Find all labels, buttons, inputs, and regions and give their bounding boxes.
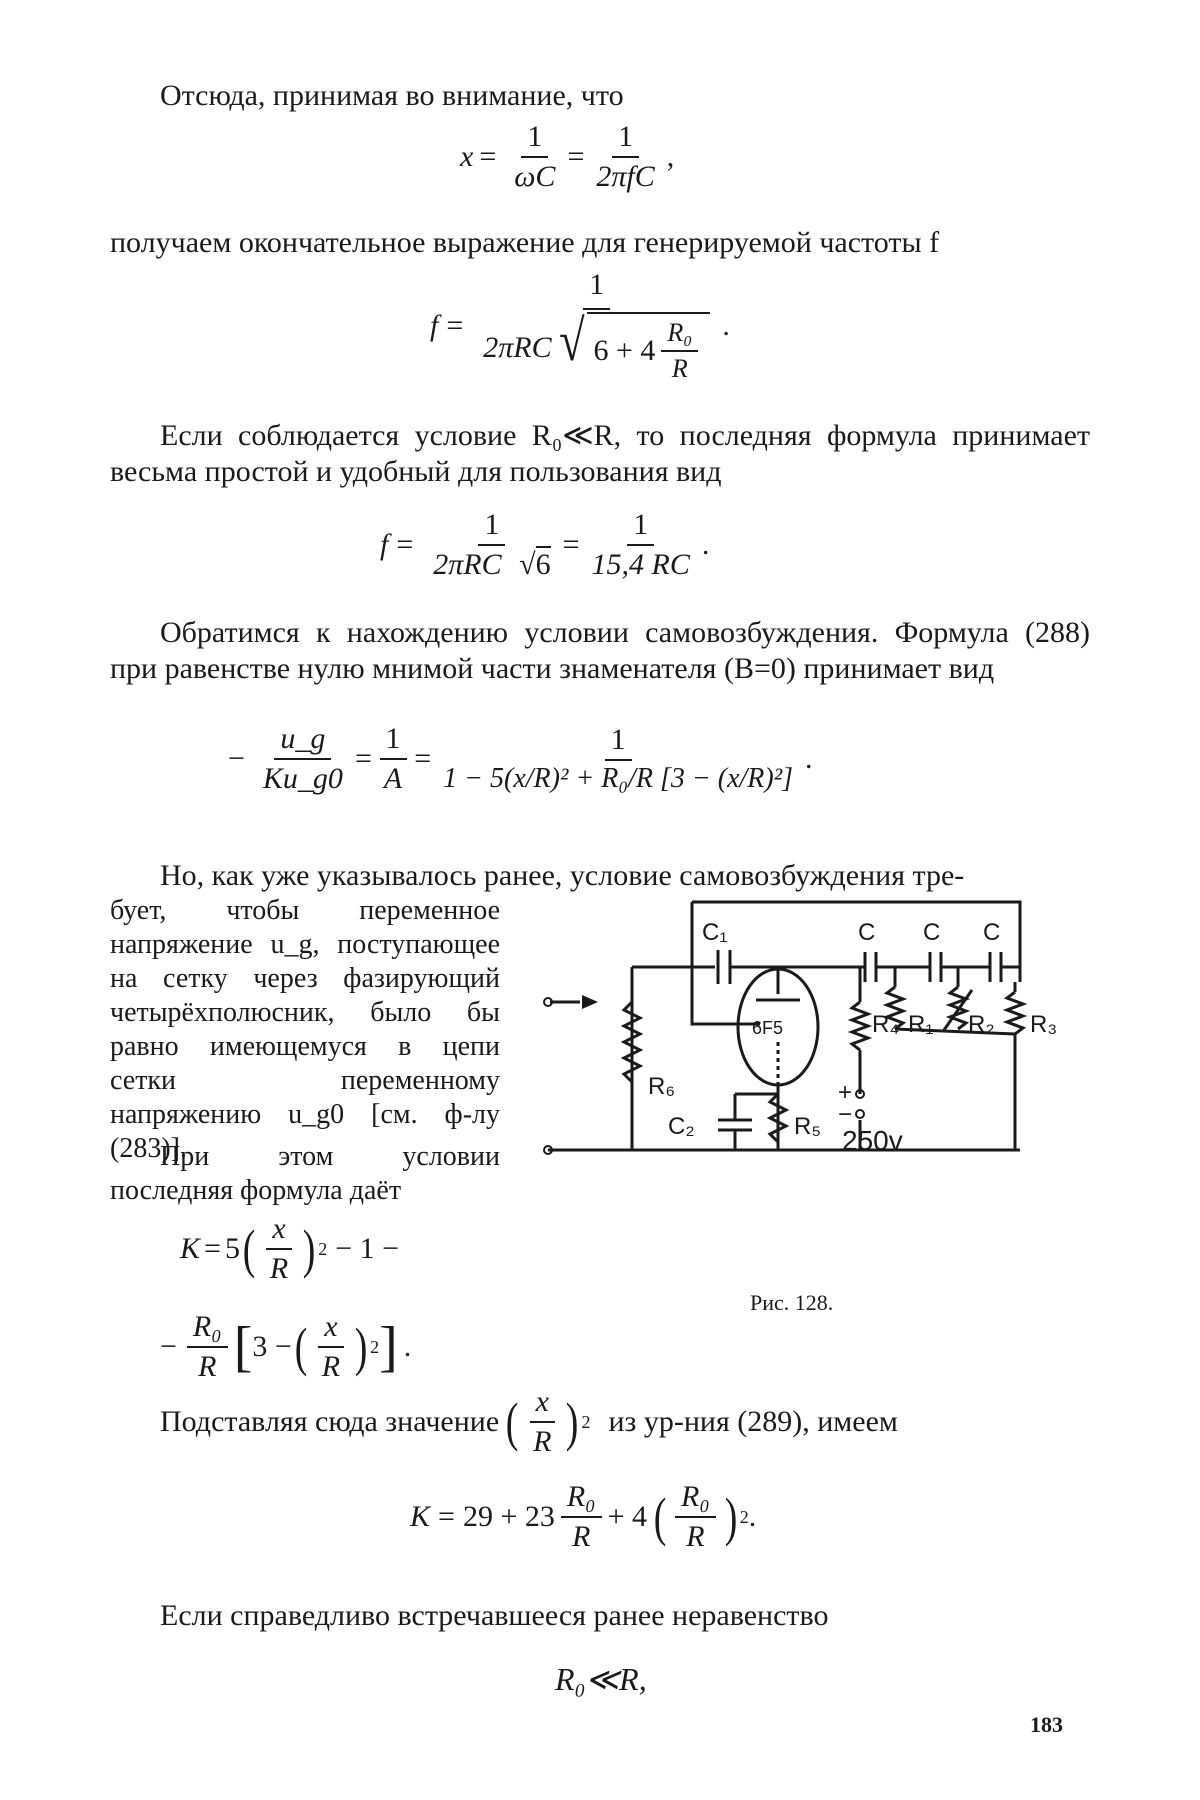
label-c-a: C bbox=[858, 919, 876, 946]
label-plus: + bbox=[838, 1079, 853, 1106]
formula-lhs: K bbox=[180, 1232, 201, 1265]
formula-lhs: K bbox=[410, 1500, 431, 1533]
fraction bbox=[508, 120, 561, 194]
denominator: R bbox=[533, 1425, 552, 1458]
equals-sign: = bbox=[479, 140, 497, 173]
formula-gain-line-2 bbox=[160, 1310, 411, 1384]
formula-gain-line-1 bbox=[180, 1212, 399, 1286]
denominator-prefix: 2πRC bbox=[433, 548, 502, 581]
label-r1: R₁ bbox=[908, 1011, 934, 1038]
paragraph-5-first-line: Но, как уже указывалось ранее, условие самовозбуждения тре- bbox=[160, 859, 965, 892]
denominator: R bbox=[198, 1350, 217, 1383]
punctuation: . bbox=[403, 1330, 412, 1363]
bracket-close: ] bbox=[379, 1316, 398, 1378]
denominator: Ku_g0 bbox=[262, 762, 343, 795]
denominator bbox=[477, 310, 716, 384]
paragraph-2: получаем окончательное выражение для генерируемой частоты f bbox=[110, 226, 940, 259]
numerator: R₀ bbox=[675, 1480, 716, 1518]
fraction bbox=[477, 268, 716, 384]
denominator: R bbox=[321, 1350, 341, 1383]
equals-sign: = bbox=[354, 742, 372, 775]
paren-open: ( bbox=[505, 1392, 519, 1452]
paren-close: ) bbox=[302, 1219, 316, 1279]
equals-sign: = bbox=[562, 528, 580, 561]
numerator: R₀ bbox=[661, 318, 698, 352]
circuit-diagram bbox=[520, 882, 1080, 1202]
formula-gain-final bbox=[410, 1480, 756, 1554]
fraction bbox=[586, 508, 696, 582]
punctuation: . bbox=[805, 742, 813, 775]
exponent: 2 bbox=[370, 1336, 380, 1357]
fraction bbox=[590, 120, 660, 194]
paragraph-7-end: из ур-ния (289), имеем bbox=[608, 1405, 898, 1438]
label-minus: − bbox=[838, 1101, 853, 1128]
exponent: 2 bbox=[318, 1238, 328, 1259]
fraction bbox=[264, 1212, 294, 1286]
formula-self-excitation bbox=[228, 722, 813, 796]
paragraph-6: При этом условии последняя формула даёт bbox=[110, 1141, 500, 1206]
punctuation: . bbox=[701, 528, 710, 561]
denominator bbox=[427, 546, 556, 582]
equals-sign: = bbox=[438, 1500, 455, 1533]
radical-sign: √ bbox=[519, 548, 536, 581]
equals-sign: = bbox=[446, 309, 464, 342]
numerator: R₀ bbox=[187, 1310, 228, 1348]
fraction bbox=[527, 1385, 557, 1459]
denominator: R bbox=[572, 1520, 591, 1553]
formula-inequality: R₀≪R, bbox=[555, 1661, 647, 1697]
label-tube: 6F5 bbox=[752, 1018, 784, 1038]
fraction bbox=[561, 1480, 602, 1554]
denominator: 2πfC bbox=[596, 160, 655, 193]
denominator: 1 − 5(x/R)² + R₀/R [3 − (x/R)²] bbox=[443, 763, 794, 794]
radicand bbox=[587, 312, 710, 384]
numerator: u_g bbox=[274, 722, 331, 760]
paren-close: ) bbox=[354, 1317, 368, 1377]
punctuation: . bbox=[748, 1500, 757, 1533]
fraction bbox=[437, 723, 799, 795]
radical-sign: √ bbox=[558, 308, 585, 373]
paren-open: ( bbox=[294, 1317, 308, 1377]
exponent: 2 bbox=[581, 1411, 591, 1432]
numerator: 1 bbox=[478, 508, 505, 546]
term: 3 − bbox=[252, 1330, 292, 1363]
numerator: x bbox=[266, 1212, 291, 1250]
numerator: 1 bbox=[612, 120, 639, 158]
label-r2: R₂ bbox=[968, 1011, 995, 1038]
radicand-term: 6 + 4 bbox=[593, 334, 656, 367]
term: 29 + 23 bbox=[462, 1500, 555, 1533]
minus-sign: − bbox=[160, 1330, 177, 1363]
label-c-b: C bbox=[923, 919, 941, 946]
numerator: 1 bbox=[583, 268, 610, 310]
formula-frequency-simplified bbox=[380, 508, 709, 582]
coefficient: 5 bbox=[224, 1232, 240, 1265]
fraction bbox=[661, 318, 698, 384]
denominator: A bbox=[383, 762, 403, 795]
label-c-c: C bbox=[983, 919, 1001, 946]
fraction bbox=[675, 1480, 716, 1554]
label-c1: C₁ bbox=[702, 919, 728, 946]
page-number: 183 bbox=[1030, 1712, 1063, 1737]
equals-sign: = bbox=[414, 742, 432, 775]
formula-tail: − 1 − bbox=[335, 1232, 400, 1265]
label-c2: C₂ bbox=[668, 1113, 695, 1140]
fraction bbox=[427, 508, 556, 582]
paragraph-4: Обратимся к нахождению условии самовозбуждения. Формула (288) при равенстве нулю мнимой части знаменателя (B=0) принимает вид bbox=[110, 616, 1090, 685]
exponent: 2 bbox=[739, 1506, 749, 1527]
fraction bbox=[378, 722, 408, 796]
formula-lhs: f bbox=[430, 309, 439, 342]
denominator-prefix: 2πRC bbox=[483, 331, 552, 364]
paren-open: ( bbox=[653, 1487, 667, 1547]
punctuation: , bbox=[666, 140, 675, 173]
term: + 4 bbox=[607, 1500, 648, 1533]
punctuation: . bbox=[722, 309, 730, 342]
bracket-open: [ bbox=[233, 1316, 253, 1378]
numerator: 1 bbox=[380, 722, 407, 760]
label-r6: R₆ bbox=[648, 1073, 676, 1100]
numerator: 1 bbox=[521, 120, 548, 158]
formula-lhs: x bbox=[460, 140, 474, 173]
denominator: 15,4 RC bbox=[591, 548, 690, 581]
label-r4: R₄ bbox=[872, 1011, 900, 1038]
equals-sign: = bbox=[396, 528, 414, 561]
fraction bbox=[187, 1310, 228, 1384]
formula-frequency bbox=[430, 268, 730, 384]
minus-sign: − bbox=[228, 742, 245, 775]
label-r3: R₃ bbox=[1030, 1011, 1058, 1038]
paragraph-1: Отсюда, принимая во внимание, что bbox=[160, 79, 624, 112]
equals-sign: = bbox=[204, 1232, 221, 1265]
radicand: 6 bbox=[535, 548, 551, 581]
label-voltage: 250v bbox=[842, 1125, 903, 1156]
paren-close: ) bbox=[566, 1392, 579, 1452]
fraction bbox=[257, 722, 349, 796]
denominator: R bbox=[269, 1252, 289, 1285]
paragraph-7 bbox=[160, 1385, 898, 1459]
figure-caption: Рис. 128. bbox=[750, 1290, 834, 1315]
label-r5: R₅ bbox=[794, 1113, 821, 1140]
paragraph-7-start: Подставляя сюда значение bbox=[160, 1405, 500, 1438]
numerator: R₀ bbox=[561, 1480, 602, 1518]
equals-sign: = bbox=[567, 140, 585, 173]
paren-close: ) bbox=[724, 1487, 738, 1547]
denominator: ωC bbox=[514, 160, 556, 193]
numerator: 1 bbox=[605, 723, 632, 761]
denominator: R bbox=[686, 1520, 705, 1553]
square-root bbox=[556, 308, 711, 384]
formula-lhs: f bbox=[380, 528, 389, 561]
paragraph-8: Если справедливо встречавшееся ранее неравенство bbox=[160, 1599, 829, 1632]
paragraph-5-column: бует, чтобы переменное напряжение u_g, поступающее на сетку через фазирующий четырёхполюсник, было бы равно имеющемуся в цепи сетки переменному напряжению u_g0 [см. ф-лу (283)]. bbox=[110, 895, 500, 1164]
fraction bbox=[316, 1310, 346, 1384]
denominator: R bbox=[671, 354, 688, 383]
formula-reactance bbox=[460, 120, 674, 194]
paragraph-3: Если соблюдается условие R₀≪R, то последняя формула принимает весьма простой и удобный для пользования вид bbox=[110, 419, 1090, 488]
numerator: x bbox=[530, 1385, 555, 1423]
numerator: 1 bbox=[627, 508, 654, 546]
numerator: x bbox=[318, 1310, 343, 1348]
paren-open: ( bbox=[242, 1219, 256, 1279]
